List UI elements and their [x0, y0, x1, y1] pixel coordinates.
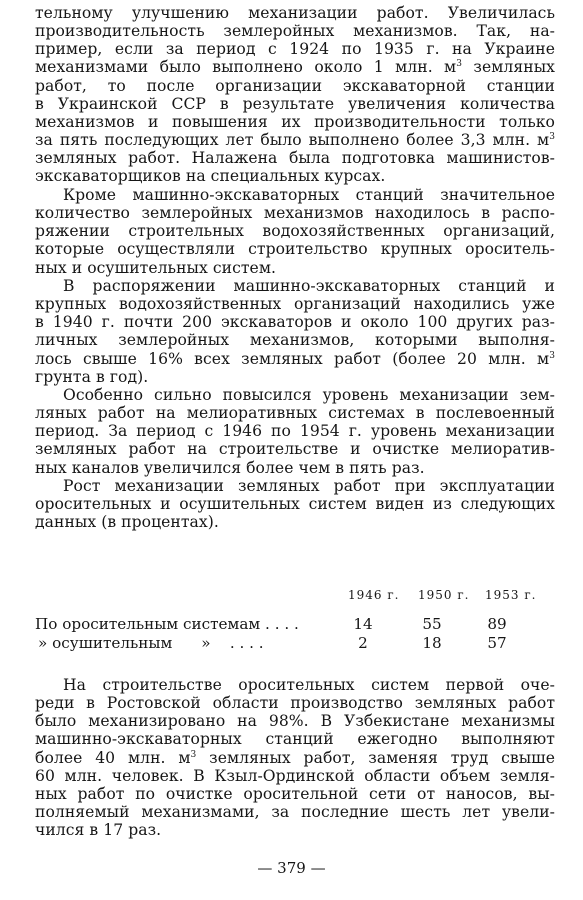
text-line: количество землеройных механизмов находилось в распо- — [35, 204, 555, 223]
text-line: тельному улучшению механизации работ. Увеличилась — [35, 4, 555, 22]
text-line: в 1940 г. почти 200 экскаваторов и около 100 других раз- — [35, 313, 555, 332]
text-line: реди в Ростовской области производство земляных работ — [35, 694, 555, 713]
text-line: ных и осушительных систем. — [35, 258, 277, 277]
table-row — [35, 634, 555, 653]
text-line: за пять последующих лет было выполнено более 3,3 млн. $м^3$ — [35, 130, 555, 149]
paragraph-5 — [35, 477, 555, 531]
text-line: ных каналов увеличился более чем в пять раз. — [35, 458, 425, 477]
text-line: 60 млн. человек. В Кзыл-Ординской области объем земля- — [35, 766, 555, 785]
text-line: машинно-экскаваторных станций ежегодно выполняют — [35, 730, 555, 749]
table-cell: 57 — [487, 634, 507, 652]
table-cell: 55 — [422, 615, 442, 633]
table-cell: 89 — [487, 615, 507, 633]
column-header-1953: 1953 г. — [485, 588, 537, 602]
text-line: производительность землеройных механизмов. Так, на- — [35, 22, 555, 41]
paragraph-1 — [35, 4, 555, 185]
text-line: ляных работ на мелиоративных системах в послевоенный — [35, 404, 555, 423]
text-line: земляных работ. Налажена была подготовка машинистов- — [35, 149, 555, 168]
text-line: ных работ по очистке оросительной сети от наносов, вы- — [35, 784, 555, 803]
paragraph-3 — [35, 277, 555, 386]
text-line: которые осуществляли строительство крупных ороситель- — [35, 240, 555, 259]
text-line: в Украинской ССР в результате увеличения количества — [35, 94, 555, 113]
page-number: — 379 — — [257, 859, 326, 877]
text-line: лось свыше 16% всех земляных работ (более 20 млн. $м^3$ — [35, 349, 555, 368]
text-line: грунта в год). — [35, 367, 149, 386]
paragraph-6 — [35, 676, 555, 839]
text-line: земляных работ на строительстве и очистке мелиоратив- — [35, 440, 555, 459]
column-header-1950: 1950 г. — [418, 588, 470, 602]
text-line: чился в 17 раз. — [35, 821, 162, 840]
text-line: пример, если за период с 1924 по 1935 г. на Украине — [35, 40, 555, 59]
paragraph-4 — [35, 386, 555, 477]
column-header-1946: 1946 г. — [348, 588, 400, 602]
text-line: полняемый механизмами, за последние шесть лет увели- — [35, 802, 555, 821]
text-line: Рост механизации земляных работ при эксплуатации — [63, 477, 555, 495]
text-line: Кроме машинно-экскаваторных станций значительное — [63, 186, 555, 204]
text-line: механизмами было выполнено около 1 млн. $м^3$ земляных — [35, 58, 555, 77]
text-line: ряжении строительных водохозяйственных организаций, — [35, 222, 555, 241]
text-line: механизмов и повышения их производительности только — [35, 112, 555, 131]
mechanization-table — [35, 588, 555, 653]
table-header-row — [35, 588, 555, 607]
text-line: было механизировано на 98%. В Узбекистане механизмы — [35, 712, 555, 731]
table-row — [35, 615, 555, 634]
table-cell: 14 — [353, 615, 373, 633]
text-line: На строительстве оросительных систем первой оче- — [63, 676, 555, 694]
table-cell: 2 — [358, 634, 368, 652]
text-line: Особенно сильно повысился уровень механизации зем- — [63, 386, 555, 404]
text-line: период. За период с 1946 по 1954 г. уровень механизации — [35, 422, 555, 441]
text-line: экскаваторщиков на специальных курсах. — [35, 167, 386, 186]
row-label: По оросительным системам . . . . — [35, 615, 299, 633]
text-line: работ, то после организации экскаваторной станции — [35, 76, 555, 95]
text-line: В распоряжении машинно-экскаваторных станций и — [63, 277, 555, 295]
text-line: более 40 млн. $м^3$ земляных работ, заменяя труд свыше — [35, 748, 556, 767]
text-line: личных землеройных механизмов, которыми выполня- — [35, 331, 555, 350]
paragraph-2 — [35, 186, 555, 277]
text-line: крупных водохозяйственных организаций находились уже — [35, 295, 555, 314]
row-label: » осушительным » . . . . — [38, 634, 264, 652]
text-line: данных (в процентах). — [35, 513, 219, 532]
text-line: оросительных и осушительных систем виден из следующих — [35, 495, 555, 514]
table-cell: 18 — [422, 634, 442, 652]
